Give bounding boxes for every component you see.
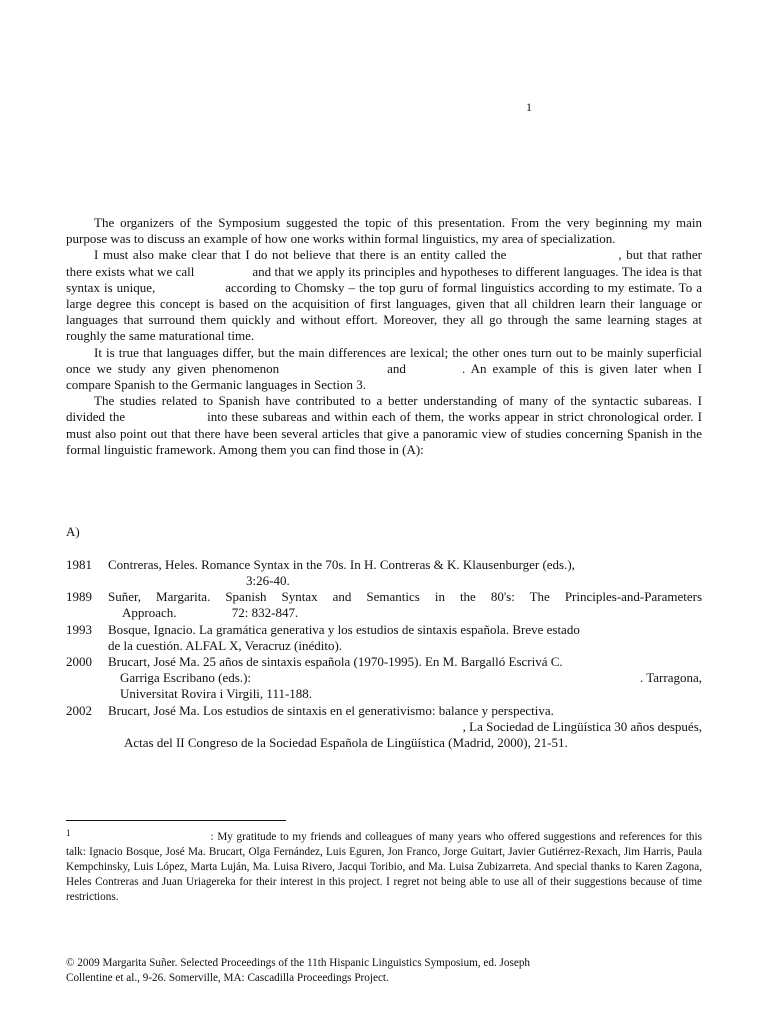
reference-item (66, 557, 702, 589)
reference-line: Suñer, Margarita. Spanish Syntax and Semantics in the 80's: The Principles-and-Parameters (108, 589, 702, 604)
paragraph-3-part-c: . An example of this is given later when I compare Spanish to the Germanic languages in Section 3. (66, 360, 702, 393)
copyright-line: © 2009 Margarita Suñer. Selected Proceedings of the 11th Hispanic Linguistics Symposium, ed. Joseph (66, 957, 531, 969)
reference-line: Actas del II Congreso de la Sociedad Española de Lingüística (Madrid, 2000), 21-51. (124, 735, 568, 751)
paragraph-4-part-a: The studies related to Spanish have contributed to a better understanding of many of the syntactic subareas. I divided the (66, 393, 702, 425)
paragraph-2 (66, 247, 702, 344)
reference-line: Brucart, José Ma. 25 años de sintaxis española (1970-1995). En M. Bargalló Escrivá C. (108, 654, 563, 669)
section-label: A) (66, 524, 80, 539)
reference-year: 1989 (66, 589, 92, 604)
paragraph-1: The organizers of the Symposium suggested the topic of this presentation. From the very beginning my main purpose was to discuss an example of how one works within formal linguistics, my area of specialization. (66, 215, 702, 247)
reference-line: Universitat Rovira i Virgili, 111-188. (120, 686, 313, 702)
copyright-notice (66, 956, 686, 986)
paragraph-2-part-b: , but that rather there exists what we call (66, 247, 702, 279)
reference-item (66, 654, 702, 703)
reference-year: 1993 (66, 622, 92, 637)
reference-line: Garriga Escribano (eds.): (120, 670, 252, 686)
reference-line: Brucart, José Ma. Los estudios de sintaxis en el generativismo: balance y perspectiva. (108, 703, 554, 718)
paragraph-4 (66, 393, 702, 458)
paragraph-4-part-b: into these subareas and within each of them, the works appear in strict chronological order. I must also point out that there have been several articles that give a panoramic view of studies concerning Spanish in the formal linguistic framework. Among them you can find those in (A): (66, 409, 702, 457)
reference-line: Bosque, Ignacio. La gramática generativa y los estudios de sintaxis española. Breve estado (108, 622, 580, 637)
paragraph-2-part-d: according to Chomsky – the top guru of formal linguistics according to my estimate. To a large degree this concept is based on the acquisition of first languages, given that all children learn their language or languages that surround them quickly and without effort. Moreover, they all go through the same learning stages at roughly the same maturational time. (66, 279, 702, 344)
paragraph-2-part-c: and that we apply its principles and hypotheses to different languages. The idea is that syntax is unique, (66, 263, 702, 295)
body-text (66, 215, 702, 458)
paragraph-2-part-a: I must also make clear that I do not believe that there is an entity called the (94, 247, 507, 263)
reference-line: de la cuestión. ALFAL X, Veracruz (inédito). (108, 638, 343, 654)
reference-item (66, 622, 702, 654)
paragraph-3-part-b: and (387, 360, 406, 376)
reference-line: Approach. 72: 832-847. (122, 605, 299, 621)
page-number: 1 (526, 100, 532, 114)
reference-line-split (108, 670, 702, 686)
reference-item (66, 589, 702, 621)
reference-line: , La Sociedad de Lingüística 30 años después, (462, 719, 702, 735)
reference-item (66, 703, 702, 752)
paragraph-3-part-a: It is true that languages differ, but the main differences are lexical; the other ones turn out to be mainly superficial once we study any given phenomenon (66, 344, 702, 376)
footnote-text: : My gratitude to my friends and colleagues of many years who offered suggestions and references for this talk: Ignacio Bosque, José Ma. Brucart, Olga Fernández, Luis Eguren, Jon Franco, Jorge Guitart, Javier Gutiérrez-Rexach, Jim Harris, Paula Kempchinsky, Luis López, Marta Luján, Ma. Luisa Rivero, Jacqui Toribio, and Ma. Luisa Zubizarreta. And special thanks to Karen Zagona, Heles Contreras and Juan Uriagereka for their interest in this project. I regret not being able to use all of their suggestions because of time restrictions. (66, 831, 702, 903)
reference-year: 2002 (66, 703, 92, 718)
footnote-mark: 1 (66, 828, 71, 838)
reference-line: Contreras, Heles. Romance Syntax in the 70s. In H. Contreras & K. Klausenburger (eds.), (108, 557, 575, 572)
reference-year: 2000 (66, 654, 92, 669)
reference-line: 3:26-40. (246, 573, 290, 589)
paragraph-3 (66, 345, 702, 394)
reference-year: 1981 (66, 557, 92, 572)
footnote-divider (66, 820, 286, 821)
footnote (66, 826, 702, 905)
copyright-line: Collentine et al., 9-26. Somerville, MA: Cascadilla Proceedings Project. (66, 972, 389, 984)
reference-line: . Tarragona, (639, 670, 702, 686)
